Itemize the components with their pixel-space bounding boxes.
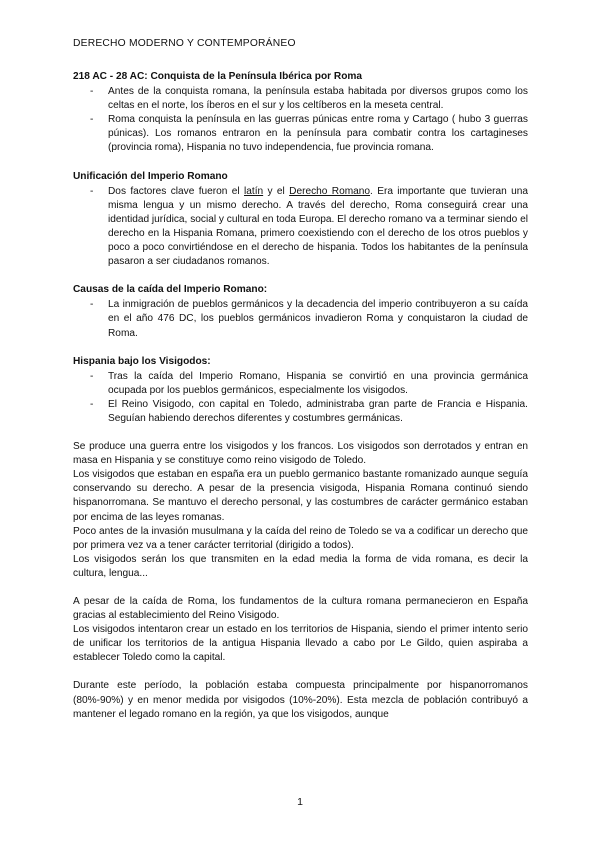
bullet-item: - El Reino Visigodo, con capital en Toledo, administraba gran parte de Francia e Hispania. Seguían habiendo derechos diferentes y costumbres germánicas. <box>73 398 528 426</box>
paragraph-group-2 <box>73 595 528 665</box>
paragraph: A pesar de la caída de Roma, los fundamentos de la cultura romana permanecieron en España gracias al establecimiento del Reino Visigodo. <box>73 596 528 622</box>
underlined-term-derecho-romano: Derecho Romano <box>289 185 371 197</box>
text-run: . Era importante que tuvieran una misma lengua y un mismo derecho. A través del derecho, Roma conseguirá crear una identidad jurídica, social y cultural en toda Europa. El derecho romano va a terminar siendo el derecho en la Hispania Romana, primero coexistiendo con el derecho de los otros pueblos y poco a poco convirtiéndose en el derecho de hispania. Todos los habitantes de la península pasaron a ser ciudadanos romanos. <box>108 185 528 268</box>
paragraph: Los visigodos que estaban en españa era un pueblo germanico bastante romanizado aunque seguía conservando su derecho. A pesar de la presencia visigoda, Hispania Romana continuó siendo hispanorromana. Se mantuvo el derecho personal, y las costumbres de carácter germánico estaban por encima de las leyes romanas. <box>73 469 528 523</box>
paragraph: Se produce una guerra entre los visigodos y los francos. Los visigodos son derrotados y entran en masa en Hispania y se constituye como reino visigodo de Toledo. <box>73 441 528 467</box>
section-title: Causas de la caída del Imperio Romano: <box>73 284 268 296</box>
bullet-list <box>73 185 528 270</box>
underlined-term-latin: latín <box>244 185 264 197</box>
paragraph: Poco antes de la invasión musulmana y la caída del reino de Toledo se va a codificar un derecho que por primera vez va a tener carácter territorial (dirigido a todos). <box>73 525 528 551</box>
paragraph: Los visigodos serán los que transmiten en la edad media la forma de vida romana, es decir la cultura, lengua... <box>73 553 528 579</box>
text-run: Dos factores clave fueron el <box>108 185 244 197</box>
bullet-list <box>73 85 528 155</box>
page-header: DERECHO MODERNO Y CONTEMPORÁNEO <box>73 38 296 49</box>
document-body <box>73 70 528 722</box>
bullet-item: - La inmigración de pueblos germánicos y la decadencia del imperio contribuyeron a su caída en el año 476 DC, los pueblos germánicos invadieron Roma y conquistaron la ciudad de Roma. <box>73 298 528 340</box>
section-conquista <box>73 70 528 156</box>
page-number: 1 <box>297 796 303 808</box>
paragraph-group-1 <box>73 440 528 581</box>
section-title: Unificación del Imperio Romano <box>73 170 228 182</box>
section-title: 218 AC - 28 AC: Conquista de la Península Ibérica por Roma <box>73 71 363 82</box>
section-causas <box>73 283 528 340</box>
paragraph-group-3 <box>73 679 528 721</box>
section-title: Hispania bajo los Visigodos: <box>73 355 211 367</box>
section-unificacion <box>73 170 528 270</box>
paragraph: Durante este período, la población estaba compuesta principalmente por hispanorromanos (80%-90%) y en menor medida por visigodos (10%-20%). Esta mezcla de población contribuyó a mantener el legado romano en la región, ya que los visigodos, aunque <box>73 680 528 720</box>
bullet-item: - Roma conquista la península en las guerras púnicas entre roma y Cartago ( hubo 3 guerras púnicas). Los romanos entraron en la península para combatir contra los cartagineses (provincia roma), Hispania no tuvo independencia, fue provincia romana. <box>73 113 528 155</box>
bullet-list <box>73 370 528 426</box>
text-run: y el <box>263 185 290 197</box>
bullet-item: - Tras la caída del Imperio Romano, Hispania se convirtió en una provincia germánica ocupada por los pueblos germánicos, especialmente los visigodos. <box>73 370 528 398</box>
paragraph: Los visigodos intentaron crear un estado en los territorios de Hispania, siendo el primer intento serio de unificar los territorios de la antigua Hispania llevado a cabo por Le Gildo, quien aspiraba a establecer Toledo como la capital. <box>73 624 528 664</box>
bullet-item <box>73 185 528 270</box>
bullet-item: - Antes de la conquista romana, la península estaba habitada por diversos grupos como los celtas en el norte, los íberos en el sur y los celtíberos en la meseta central. <box>73 85 528 113</box>
section-visigodos <box>73 355 528 426</box>
bullet-list <box>73 298 528 340</box>
